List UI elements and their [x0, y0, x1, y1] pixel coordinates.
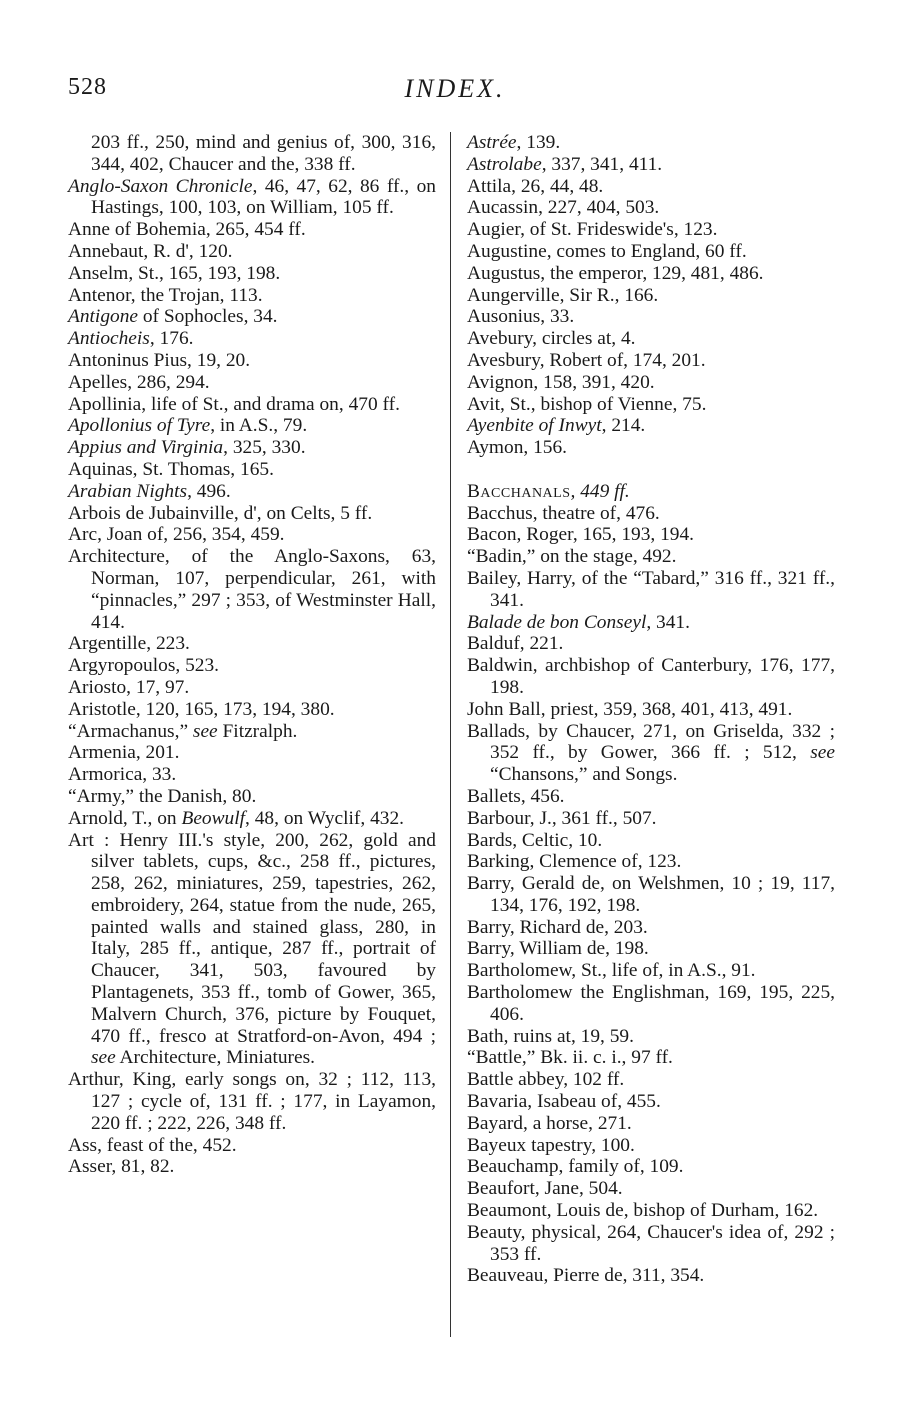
- index-entry: Apollinia, life of St., and drama on, 470 ff.: [68, 393, 400, 415]
- index-entry: Barking, Clemence of, 123.: [467, 851, 682, 873]
- index-entry: Battle abbey, 102 ff.: [467, 1069, 625, 1091]
- index-entry: John Ball, priest, 359, 368, 401, 413, 491.: [467, 698, 793, 720]
- index-entry: Bayard, a horse, 271.: [467, 1112, 632, 1134]
- index-entry: Ass, feast of the, 452.: [68, 1134, 237, 1156]
- index-entry: “Badin,” on the stage, 492.: [467, 546, 677, 568]
- index-entry: Balade de bon Conseyl, 341.: [467, 611, 690, 633]
- index-entry: Bacon, Roger, 165, 193, 194.: [467, 524, 695, 546]
- index-entry: Ariosto, 17, 97.: [68, 676, 190, 698]
- index-entry: Bavaria, Isabeau of, 455.: [467, 1091, 661, 1113]
- index-entry: Anne of Bohemia, 265, 454 ff.: [68, 219, 306, 241]
- page-number: 528: [68, 74, 107, 100]
- index-entry: Armenia, 201.: [68, 742, 180, 764]
- letter-section-gap: [467, 459, 835, 481]
- index-column-right: [467, 132, 835, 1287]
- index-entry: Barbour, J., 361 ff., 507.: [467, 807, 657, 829]
- index-entry: Astrée, 139.: [467, 132, 561, 153]
- index-entry: Baldwin, archbishop of Canterbury, 176, 177, 198.: [467, 655, 835, 698]
- index-entry: Barry, William de, 198.: [467, 938, 649, 960]
- index-entry: Ballets, 456.: [467, 785, 565, 807]
- column-divider-rule: [450, 132, 451, 1337]
- index-entry: Aquinas, St. Thomas, 165.: [68, 458, 274, 480]
- index-entry: Asser, 81, 82.: [68, 1156, 175, 1178]
- index-entry: “Battle,” Bk. ii. c. i., 97 ff.: [467, 1047, 673, 1069]
- index-entry: Apollonius of Tyre, in A.S., 79.: [68, 415, 308, 437]
- index-entry: Arabian Nights, 496.: [68, 480, 231, 502]
- index-entry: Bards, Celtic, 10.: [467, 829, 603, 851]
- index-entry: Argyropoulos, 523.: [68, 655, 219, 677]
- index-entry: Beaumont, Louis de, bishop of Durham, 162.: [467, 1200, 819, 1222]
- index-entry: Beauchamp, family of, 109.: [467, 1156, 684, 1178]
- index-entry: Bayeux tapestry, 100.: [467, 1134, 635, 1156]
- index-entry: Anglo-Saxon Chronicle, 46, 47, 62, 86 ff., on Hastings, 100, 103, on William, 105 ff.: [68, 175, 436, 219]
- index-entry: Aristotle, 120, 165, 173, 194, 380.: [68, 698, 335, 720]
- index-entry: Bacchus, theatre of, 476.: [467, 502, 660, 524]
- index-entry: Barry, Richard de, 203.: [467, 916, 648, 938]
- index-entry: Balduf, 221.: [467, 633, 564, 655]
- index-entry: Arthur, King, early songs on, 32 ; 112, 113, 127 ; cycle of, 131 ff. ; 177, in Layamon, 220 ff. ; 222, 226, 348 ff.: [68, 1069, 436, 1134]
- index-entry: Bailey, Harry, of the “Tabard,” 316 ff., 321 ff., 341.: [467, 567, 835, 611]
- index-entry: Aymon, 156.: [467, 437, 568, 459]
- index-entry: Apelles, 286, 294.: [68, 371, 210, 393]
- index-column-left: [68, 132, 436, 1178]
- index-entry: Antiocheis, 176.: [68, 328, 194, 350]
- index-entry: Bartholomew the Englishman, 169, 195, 225, 406.: [467, 982, 835, 1025]
- index-entry: Augier, of St. Frideswide's, 123.: [467, 219, 718, 241]
- index-entry: Ayenbite of Inwyt, 214.: [467, 415, 646, 437]
- index-entry: Art : Henry III.'s style, 200, 262, gold and silver tablets, cups, &c., 258 ff., pictures, 258, 262, miniatures, 259, tapestries, 262, embroidery, 264, statue from the nude, 265, painted walls and stained glass, 280, in Italy, 285 ff., antique, 287 ff., portrait of Chaucer, 341, 503, favoured by Plantagenets, 353 ff., tomb of Gower, 365, Malvern Church, 376, picture by Fouquet, 470 ff., fresco at Stratford-on-Avon, 494 ; see Architecture, Miniatures.: [68, 829, 436, 1069]
- index-entry: Antigone of Sophocles, 34.: [68, 306, 278, 328]
- index-entry: Architecture, of the Anglo-Saxons, 63, Norman, 107, perpendicular, 261, with “pinnacles,” 297 ; 353, of Westminster Hall, 414.: [68, 546, 436, 633]
- index-entry: Avignon, 158, 391, 420.: [467, 371, 655, 393]
- index-entry: 203 ff., 250, mind and genius of, 300, 316, 344, 402, Chaucer and the, 338 ff.: [91, 132, 436, 175]
- index-entry: Appius and Virginia, 325, 330.: [68, 437, 306, 459]
- index-entry: Beauty, physical, 264, Chaucer's idea of, 292 ; 353 ff.: [467, 1221, 835, 1265]
- index-entry: Armorica, 33.: [68, 764, 177, 786]
- index-entry: Augustus, the emperor, 129, 481, 486.: [467, 262, 764, 284]
- index-entry: Avesbury, Robert of, 174, 201.: [467, 349, 706, 371]
- index-entry: Annebaut, R. d', 120.: [68, 240, 233, 262]
- index-entry: Barry, Gerald de, on Welshmen, 10 ; 19, 117, 134, 176, 192, 198.: [467, 873, 835, 916]
- index-entry: Beaufort, Jane, 504.: [467, 1178, 623, 1200]
- index-entry: Arc, Joan of, 256, 354, 459.: [68, 524, 285, 546]
- index-entry: “Armachanus,” see Fitzralph.: [68, 720, 298, 742]
- index-entry: Beauveau, Pierre de, 311, 354.: [467, 1265, 705, 1287]
- index-entry: Antenor, the Trojan, 113.: [68, 284, 263, 306]
- index-entry: Avit, St., bishop of Vienne, 75.: [467, 393, 707, 415]
- index-entry: Arbois de Jubainville, d', on Celts, 5 ff.: [68, 502, 373, 524]
- index-entry: Bartholomew, St., life of, in A.S., 91.: [467, 960, 756, 982]
- index-entry: Ausonius, 33.: [467, 306, 575, 328]
- index-entry: Ballads, by Chaucer, 271, on Griselda, 332 ; 352 ff., by Gower, 366 ff. ; 512, see “Chansons,” and Songs.: [467, 720, 835, 786]
- index-entry: “Army,” the Danish, 80.: [68, 785, 257, 807]
- index-entry: Augustine, comes to England, 60 ff.: [467, 240, 747, 262]
- index-entry: Aucassin, 227, 404, 503.: [467, 197, 660, 219]
- running-title: INDEX.: [404, 74, 506, 103]
- index-entry: Astrolabe, 337, 341, 411.: [467, 153, 663, 175]
- index-entry: Attila, 26, 44, 48.: [467, 175, 604, 197]
- index-entry: Aungerville, Sir R., 166.: [467, 284, 659, 306]
- index-entry: Bath, ruins at, 19, 59.: [467, 1025, 634, 1047]
- index-entry: Argentille, 223.: [68, 633, 190, 655]
- index-entry: Arnold, T., on Beowulf, 48, on Wyclif, 432.: [68, 807, 404, 829]
- index-entry: Bacchanals, 449 ff.: [467, 480, 630, 502]
- index-entry: Anselm, St., 165, 193, 198.: [68, 262, 281, 284]
- index-entry: Antoninus Pius, 19, 20.: [68, 349, 251, 371]
- index-entry: Avebury, circles at, 4.: [467, 328, 636, 350]
